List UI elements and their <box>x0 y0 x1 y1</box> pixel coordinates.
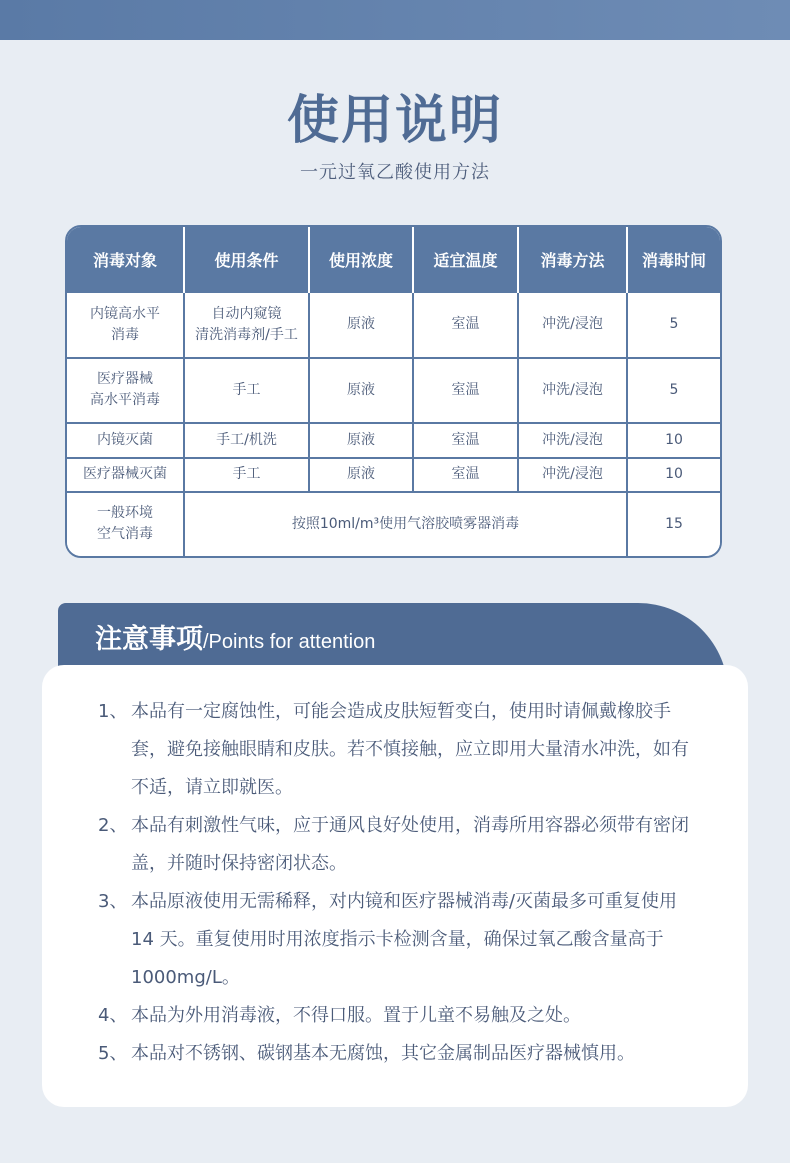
list-item-text: 本品为外用消毒液，不得口服。置于儿童不易触及之处。 <box>131 1005 581 1026</box>
header-cell: 适宜温度 <box>413 227 518 292</box>
header-cell: 消毒对象 <box>67 227 184 292</box>
table-cell: 室温 <box>413 423 518 457</box>
table-cell: 室温 <box>413 358 518 424</box>
list-item-text: 本品有一定腐蚀性，可能会造成皮肤短暂变白，使用时请佩戴橡胶手套，避免接触眼睛和皮肤。若不慎接触，应立即用大量清水冲洗，如有不适，请立即就医。 <box>131 701 689 798</box>
table-row <box>67 292 720 358</box>
table-cell: 原液 <box>309 423 413 457</box>
list-item-number: 1、 <box>98 701 128 722</box>
header-cell: 使用浓度 <box>309 227 413 292</box>
table-row <box>67 458 720 492</box>
table-cell: 手工 <box>184 358 309 424</box>
list-item-text: 本品原液使用无需稀释，对内镜和医疗器械消毒/灭菌最多可重复使用14 天。重复使用时用浓度指示卡检测含量，确保过氧乙酸含量高于 1000mg/L。 <box>131 891 678 988</box>
table-row <box>67 492 720 556</box>
list-item-number: 4、 <box>98 1005 128 1026</box>
header-cell: 消毒时间 <box>627 227 720 292</box>
table-row <box>67 423 720 457</box>
table-cell: 内镜灭菌 <box>67 423 184 457</box>
table-cell: 室温 <box>413 458 518 492</box>
table-cell: 5 <box>627 292 720 358</box>
table-cell: 医疗器械灭菌 <box>67 458 184 492</box>
table-cell: 10 <box>627 423 720 457</box>
list-item <box>98 997 698 1035</box>
table-cell: 原液 <box>309 358 413 424</box>
list-item <box>98 693 698 807</box>
table-cell: 自动内窥镜 清洗消毒剂/手工 <box>184 292 309 358</box>
table-cell: 冲洗/浸泡 <box>518 423 627 457</box>
list-item-number: 5、 <box>98 1043 128 1064</box>
attention-title-en: /Points for attention <box>203 631 376 653</box>
header-cell: 消毒方法 <box>518 227 627 292</box>
table-cell: 医疗器械 高水平消毒 <box>67 358 184 424</box>
table-cell-merged: 按照10ml/m³使用气溶胶喷雾器消毒 <box>184 492 627 556</box>
list-item <box>98 1035 698 1073</box>
table-cell: 5 <box>627 358 720 424</box>
list-item-text: 本品有刺激性气味，应于通风良好处使用，消毒所用容器必须带有密闭盖，并随时保持密闭状态。 <box>131 815 689 874</box>
header-cell: 使用条件 <box>184 227 309 292</box>
table-row <box>67 358 720 424</box>
table-cell: 手工 <box>184 458 309 492</box>
table-cell: 10 <box>627 458 720 492</box>
top-banner <box>0 0 790 40</box>
usage-table <box>65 225 722 558</box>
list-item-number: 2、 <box>98 815 128 836</box>
table-cell: 原液 <box>309 292 413 358</box>
list-item-text: 本品对不锈钢、碳钢基本无腐蚀，其它金属制品医疗器械慎用。 <box>131 1043 635 1064</box>
table-cell: 室温 <box>413 292 518 358</box>
table-cell: 15 <box>627 492 720 556</box>
table-cell: 冲洗/浸泡 <box>518 458 627 492</box>
list-item <box>98 883 698 997</box>
table-cell: 冲洗/浸泡 <box>518 292 627 358</box>
attention-title <box>95 617 375 656</box>
page-subtitle: 一元过氧乙酸使用方法 <box>300 162 490 183</box>
table-cell: 冲洗/浸泡 <box>518 358 627 424</box>
attention-list <box>98 693 698 1073</box>
list-item <box>98 807 698 883</box>
table-cell: 内镜高水平 消毒 <box>67 292 184 358</box>
list-item-number: 3、 <box>98 891 128 912</box>
table-cell: 手工/机洗 <box>184 423 309 457</box>
page-title: 使用说明 <box>286 91 503 151</box>
table-cell: 一般环境 空气消毒 <box>67 492 184 556</box>
attention-title-cn: 注意事项 <box>95 624 203 655</box>
table-cell: 原液 <box>309 458 413 492</box>
table-header-row <box>67 227 720 292</box>
